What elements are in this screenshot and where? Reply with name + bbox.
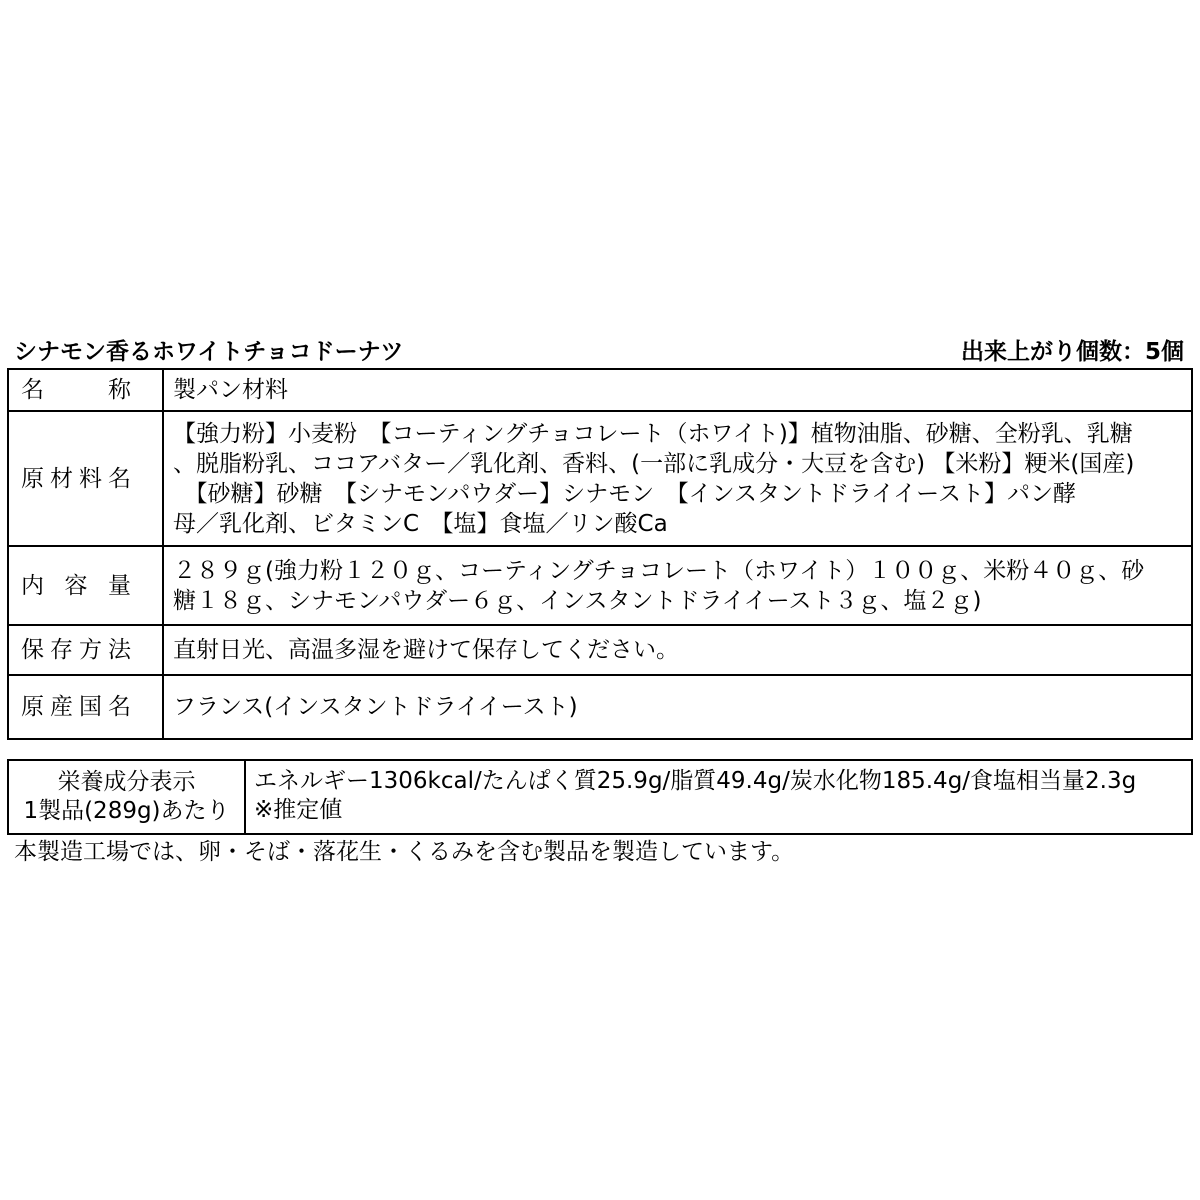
label-name-left: 名 xyxy=(21,377,44,403)
row-storage xyxy=(8,625,1192,675)
value-nutrition xyxy=(245,760,1192,834)
nutrition-estimate-note: ※推定値 xyxy=(254,797,343,823)
nutrition-label-title: 栄養成分表示 xyxy=(57,769,196,795)
value-origin: フランス(インスタントドライイースト) xyxy=(163,675,1192,739)
row-ingredients xyxy=(8,411,1192,546)
value-content-amount xyxy=(163,546,1192,625)
value-product-name: 製パン材料 xyxy=(163,369,1192,411)
ingredients-line: 、脱脂粉乳、ココアバター／乳化剤、香料、(一部に乳成分・大豆を含む) 【米粉】粳米(国産) xyxy=(173,450,1135,477)
row-origin xyxy=(8,675,1192,739)
content-line: 糖１８ｇ、シナモンパウダー６ｇ、インスタントドライイースト３ｇ、塩２ｇ) xyxy=(173,587,982,614)
value-ingredients xyxy=(163,411,1192,546)
label-content-char: 内 xyxy=(21,572,44,599)
label-name-right: 称 xyxy=(108,377,131,403)
label-ingredients: 原材料名 xyxy=(8,411,163,546)
row-content-amount xyxy=(8,546,1192,625)
label-table xyxy=(7,368,1193,740)
content-line: ２８９ｇ(強力粉１２０ｇ、コーティングチョコレート（ホワイト）１００ｇ、米粉４０ｇ、砂 xyxy=(173,557,1145,584)
label-content-char: 容 xyxy=(64,572,88,599)
row-nutrition xyxy=(8,760,1192,834)
row-product-name xyxy=(8,369,1192,411)
allergen-note: 本製造工場では、卵・そば・落花生・くるみを含む製品を製造しています。 xyxy=(14,839,795,865)
ingredients-line: 【砂糖】砂糖 【シナモンパウダー】シナモン 【インスタントドライイースト】パン酵 xyxy=(173,480,1076,507)
nutrition-values: エネルギー1306kcal/たんぱく質25.9g/脂質49.4g/炭水化物185.4g/食塩相当量2.3g xyxy=(254,768,1137,794)
label-nutrition xyxy=(8,760,245,834)
label-cell-name xyxy=(8,369,163,411)
label-storage: 保存方法 xyxy=(8,625,163,675)
label-content-char: 量 xyxy=(108,572,131,599)
label-origin: 原産国名 xyxy=(8,675,163,739)
product-title: シナモン香るホワイトチョコドーナツ xyxy=(14,339,404,365)
label-cell-content xyxy=(8,546,163,625)
nutrition-label-serving: 1製品(289g)あたり xyxy=(23,798,230,824)
nutrition-table xyxy=(7,759,1193,835)
ingredients-line: 【強力粉】小麦粉 【コーティングチョコレート（ホワイト)】植物油脂、砂糖、全粉乳、乳糖 xyxy=(173,420,1133,447)
ingredients-line: 母／乳化剤、ビタミンC 【塩】食塩／リン酸Ca xyxy=(173,510,668,537)
yield-count: 出来上がり個数：5個 xyxy=(960,339,1184,365)
value-storage: 直射日光、高温多湿を避けて保存してください。 xyxy=(163,625,1192,675)
